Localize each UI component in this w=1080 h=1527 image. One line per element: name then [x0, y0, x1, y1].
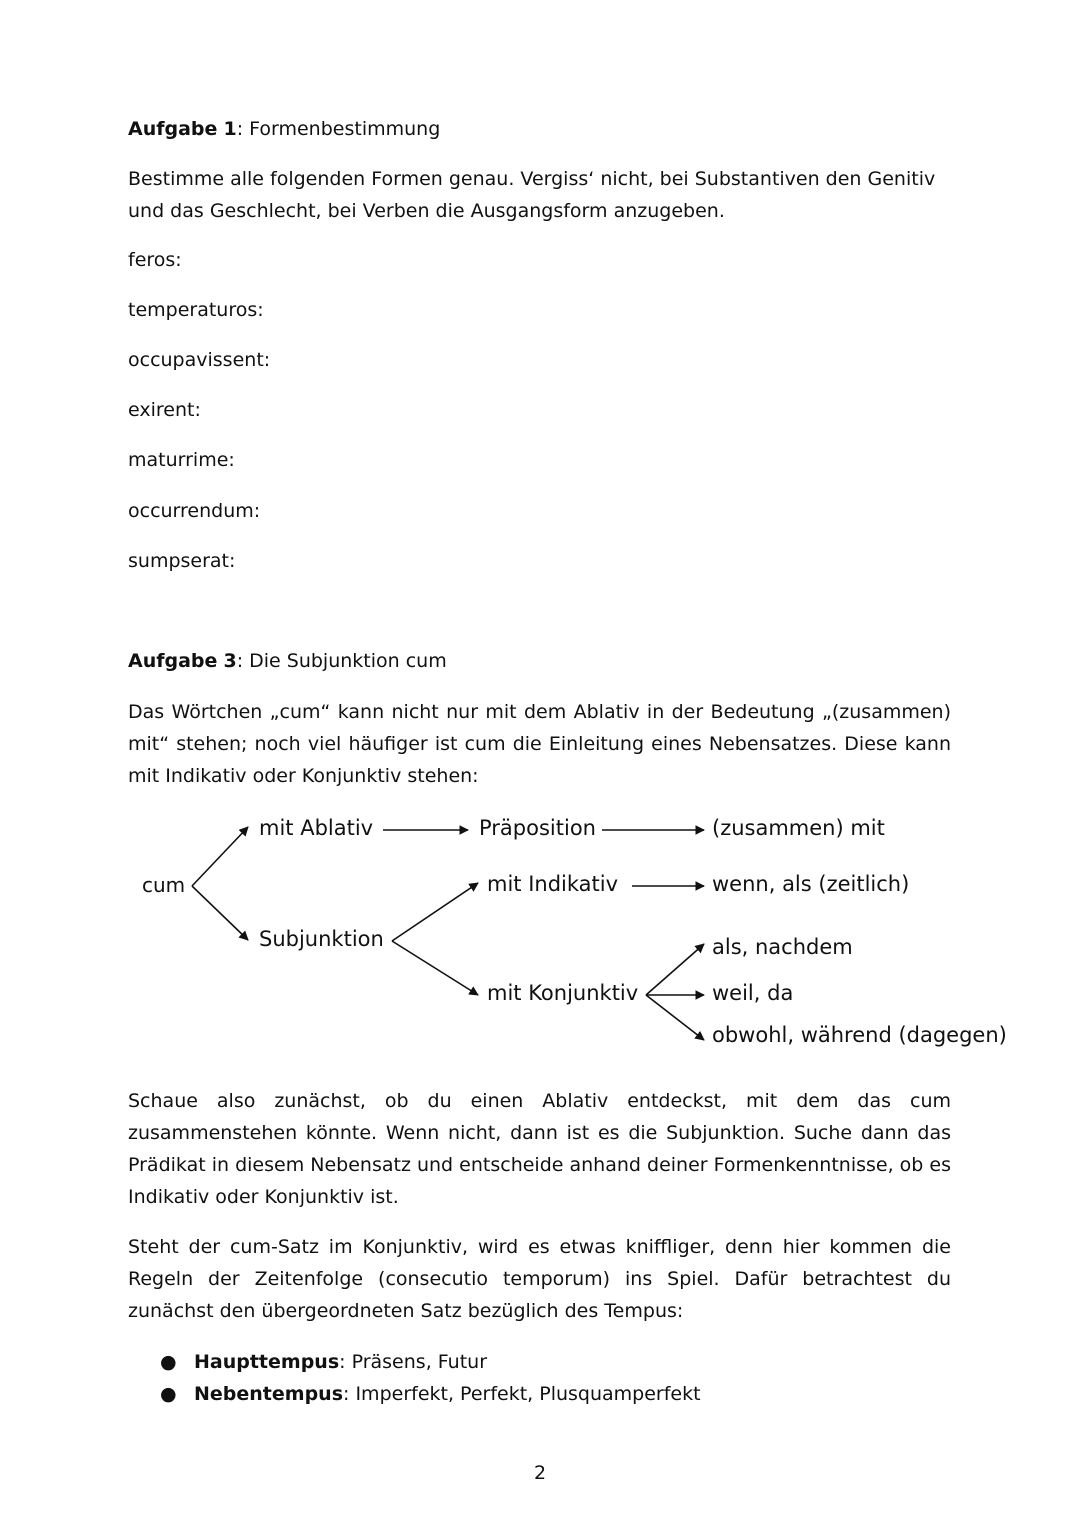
- form-item: feros:: [128, 249, 182, 271]
- list-item: [160, 1378, 701, 1410]
- task1-number: 1: [223, 118, 237, 140]
- arrow-subjunktion-konjunktiv: [392, 941, 478, 995]
- task1-title: : Formenbestimmung: [236, 118, 441, 140]
- diagram-mit-indikativ: mit Indikativ: [487, 872, 619, 896]
- form-item: occupavissent:: [128, 349, 271, 371]
- diagram-wenn-als: wenn, als (zeitlich): [712, 872, 910, 896]
- task1-instruction: Bestimme alle folgenden Formen genau. Vergiss‘ nicht, bei Substantiven den Genitiv und das Geschlecht, bei Verben die Ausgangsform anzugeben.: [128, 168, 936, 222]
- task1-label: Aufgabe: [128, 118, 218, 140]
- form-item: occurrendum:: [128, 500, 261, 522]
- task3-paragraph-2: Steht der cum-Satz im Konjunktiv, wird es etwas kniffliger, denn hier kommen die Regeln der Zeitenfolge (consecutio temporum) ins Spiel. Dafür betrachtest du zunächst den übergeordneten Satz bezüglich des Tempus:: [128, 1236, 951, 1322]
- task3-intro: Das Wörtchen „cum“ kann nicht nur mit dem Ablativ in der Bedeutung „(zusammen) mit“ stehen; noch viel häufiger ist cum die Einleitung eines Nebensatzes. Diese kann mit Indikativ oder Konjunktiv stehen:: [128, 701, 951, 787]
- diagram-praeposition: Präposition: [479, 816, 596, 840]
- tempus-list: [160, 1346, 701, 1410]
- bullet-text: : Präsens, Futur: [339, 1351, 488, 1373]
- task3-number: 3: [223, 650, 237, 672]
- form-item: exirent:: [128, 399, 201, 421]
- arrow-cum-subjunktion: [192, 886, 248, 940]
- diagram-root-cum: cum: [142, 873, 186, 897]
- bullet-icon: ●: [160, 1383, 177, 1405]
- form-item: maturrime:: [128, 449, 235, 471]
- form-item: temperaturos:: [128, 299, 264, 321]
- diagram-obwohl: obwohl, während (dagegen): [712, 1023, 1007, 1047]
- diagram-zusammen-mit: (zusammen) mit: [712, 816, 885, 840]
- diagram-mit-konjunktiv: mit Konjunktiv: [487, 981, 639, 1005]
- page-number: 2: [533, 1462, 547, 1484]
- bullet-icon: ●: [160, 1351, 177, 1373]
- diagram-als-nachdem: als, nachdem: [712, 935, 853, 959]
- arrow-konjunktiv-obwohl: [646, 995, 704, 1040]
- bullet-text: : Imperfekt, Perfekt, Plusquamperfekt: [343, 1383, 701, 1405]
- diagram-mit-ablativ: mit Ablativ: [259, 816, 374, 840]
- diagram-weil-da: weil, da: [712, 981, 794, 1005]
- arrow-subjunktion-indikativ: [392, 883, 478, 941]
- task3-title: : Die Subjunktion cum: [236, 650, 447, 672]
- form-item: sumpserat:: [128, 550, 236, 572]
- bullet-term: Haupttempus: [194, 1351, 340, 1373]
- arrow-konjunktiv-als: [646, 944, 704, 995]
- arrow-cum-ablativ: [192, 827, 248, 886]
- task3-label: Aufgabe: [128, 650, 218, 672]
- bullet-term: Nebentempus: [194, 1383, 344, 1405]
- diagram-subjunktion: Subjunktion: [259, 927, 384, 951]
- list-item: [160, 1346, 701, 1378]
- task3-paragraph-1: Schaue also zunächst, ob du einen Ablativ entdeckst, mit dem das cum zusammenstehen könnte. Wenn nicht, dann ist es die Subjunktion. Suche dann das Prädikat in diesem Nebensatz und entscheide anhand deiner Formenkenntnisse, ob es Indikativ oder Konjunktiv ist.: [128, 1090, 951, 1208]
